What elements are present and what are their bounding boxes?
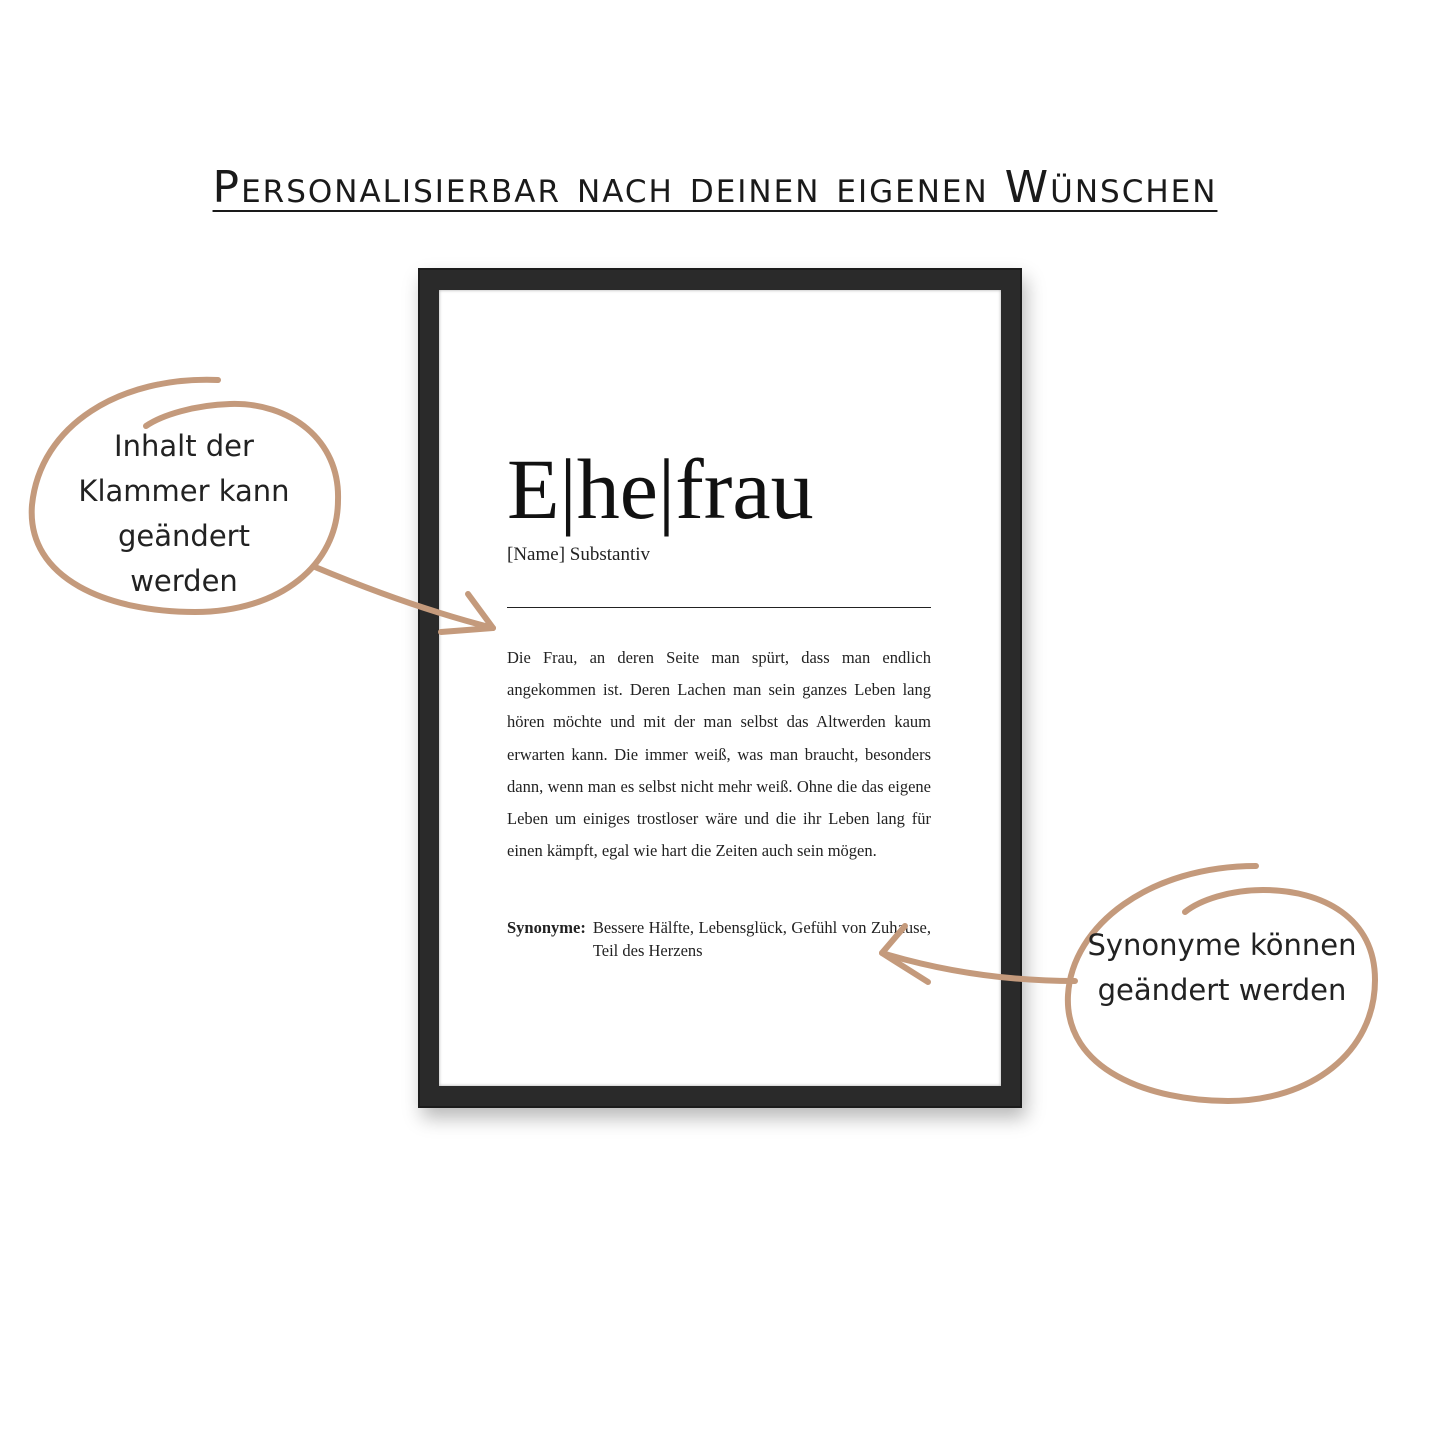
synonyms-label: Synonyme: bbox=[507, 918, 586, 937]
right-arrowhead-icon bbox=[882, 926, 928, 982]
left-annotation-label: Inhalt der Klammer kann geändert werden bbox=[78, 429, 290, 598]
poster-definition: Die Frau, an deren Seite man spürt, dass man endlich angekommen ist. Deren Lachen man sein ganzes Leben lang hören möchte und mit der man selbst das Altwerden kaum erwarten kann. Die immer weiß, was man braucht, besonders dann, wenn man es selbst nicht mehr weiß. Ohne die das eigene Leben um einiges trostloser wäre und die ihr Leben lang für einen kämpft, egal wie hart die Zeiten auch sein mögen. bbox=[507, 648, 931, 861]
poster-subline: [Name] Substantiv bbox=[507, 544, 651, 565]
right-arrow-icon bbox=[882, 953, 1075, 981]
headline: Personalisierbar nach deinen eigenen Wünschen bbox=[212, 162, 1218, 213]
synonyms-text: Bessere Hälfte, Lebensglück, Gefühl von Zuhause, Teil des Herzens bbox=[592, 918, 931, 960]
right-annotation-label: Synonyme können geändert werden bbox=[1087, 928, 1357, 1007]
poster-word: E|he|frau bbox=[507, 441, 814, 537]
left-arrow-icon bbox=[315, 567, 493, 628]
